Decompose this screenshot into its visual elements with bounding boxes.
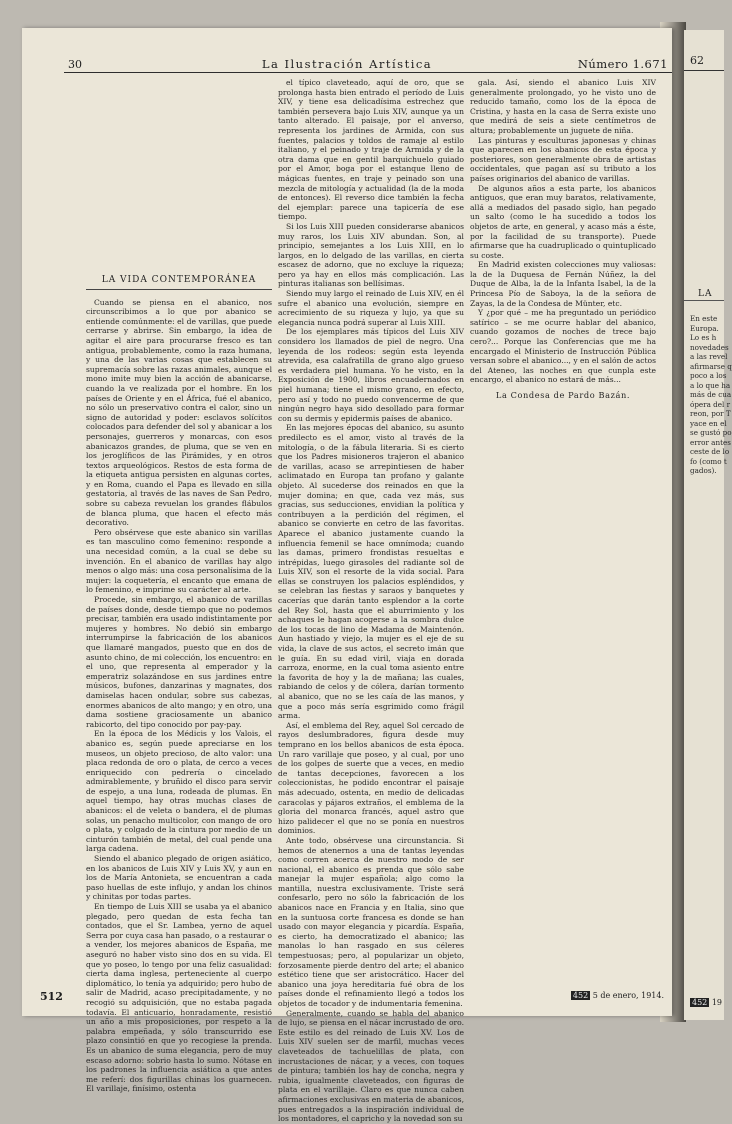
footer-date: 5 de enero, 1914. <box>592 991 664 1000</box>
paragraph: Si los Luis XIII pueden considerarse abanicos muy raros, los Luis XIV abundan. Son, al principio, semejantes a los Luis XIII, en lo largos, en lo delgado de las varillas, en cierta escasez de adorno, que no excluye la riqueza; pero ya hay en ellos más complicación. Las pinturas italianas son bellísimas. <box>278 221 464 289</box>
next-page-heading: LA <box>698 289 713 299</box>
paragraph: Procede, sin embargo, el abanico de varillas de países donde, desde tiempo que no podemos precisar, también era usado indistintamente por mujeres y hombres. No debió sin embargo interrumpirse la fabricación de los abanicos que llamaré mangados, puesto que en dos de asunto chino, de mi colección, los encuentro: en el uno, que representa al emperador y la emperatriz solazándose en sus jardines entre músicos, bufones, danzarinas y magnates, dos damiselas hacen ondular, sobre sus cabezas, enormes abanicos de alto mango; y en otro, una dama sostiene graciosamente un abanico rabicorto, del tipo conocido por pay-pay. <box>86 595 272 729</box>
paragraph: Así, el emblema del Rey, aquel Sol cercado de rayos deslumbradores, figura desde muy temprano en los bellos abanicos de esta época. Un raro varillaje que poseo, y al cual, por uno de los golpes de suerte que a veces, en medio de tantas decepciones, favorecen a los coleccionistas, he podido encontrar el paisaje más adecuado, ostenta, en medio de delicadas caracolas y pájaros extraños, el emblema de la gloria del monarca francés, aquel astro que hizo palidecer el que no se ponía en nuestros dominios. <box>278 720 464 836</box>
article-column-2 <box>278 78 464 1124</box>
paragraph: Generalmente, cuando se habla del abanico de lujo, se piensa en el nácar incrustado de oro. Este estilo es del reinado de Luis XV. Los de Luis XIV suelen ser de marfil, muchas veces claveteados de tachuelillas de plata, con incrustaciones de nácar, y a veces, con toques de pintura; también los hay de concha, negra y rubia, igualmente claveteados, con figuras de plata en el varillaje. Claro es que nunca caben afirmaciones exclusivas en materia de abanicos, pues entregados a la inspiración individual de los montadores, el capricho y la novedad son su <box>278 1008 464 1124</box>
next-page-edge <box>684 30 732 1020</box>
paragraph: Pero obsérvese que este abanico sin varillas es tan masculino como femenino: responde a una necesidad común, a la cual se debe su invención. En el abanico de varillas hay algo menos o algo más: una cosa personalísima de la mujer: la coquetería, el encanto que emana de lo femenino, e imprime su carácter al arte. <box>86 527 272 595</box>
header-rule <box>64 72 672 73</box>
next-page-line: En este <box>690 314 718 323</box>
next-page-line: afirmarse q <box>690 361 732 371</box>
magazine-page <box>22 28 672 1124</box>
next-page-line: Lo es h <box>690 333 717 342</box>
paragraph: De algunos años a esta parte, los abanicos antiguos, que eran muy baratos, relativamente, allá a mediados del pasado siglo, han pegado un salto (como le ha sucedido a todos los objetos de arte, en general, y acaso más a éste, por la facilidad de su transporte). Puede afirmarse que ha cuadruplicado o quintuplicado su coste. <box>470 183 656 260</box>
next-page-line: gados). <box>690 466 717 475</box>
paragraph: En las mejores épocas del abanico, su asunto predilecto es el amor, visto al través de la mitología, o de la fábula literaria. Si es cierto que los Padres misioneros trajeron el abanico de varillas, acaso se arrepintiesen de haber aclimatado en Europa tan profano y galante objeto. Al sucederse dos reinados en que la mujer domina; en que, cada vez más, sus gracias, sus seducciones, envidian la política y contribuyen a la perdición del régimen, el abanico se convierte en cetro de las favoritas. Aparece el abanico justamente cuando la influencia femenil se hace omnímoda; cuando las damas, primero frondistas resueltas e intrépidas, luego girasoles del radiante sol de Luis XIV, son el resorte de la vida social. Para ellas se construyen los palacios espléndidos, y se celebran las fiestas y saraos y banquetes y cacerías que darán tanto esplendor a la corte del Rey Sol, hasta que el aburrimiento y los achaques le hagan acogerse a la sombra dulce de los tocas de lino de Madama de Maintenón. Aun hastiado y viejo, la mujer es el eje de su vida, la clave de sus actos, el secreto imán que le guía. En su edad viril, viaja en dorada carroza, enorme, en la cual toma asiento entre la favorita de hoy y la de mañana; las cuales, rabiando de celos y de cólera, darían tormento al abanico, que no se les caía de las manos, y que a poco más sería esgrimido como frágil arma. <box>278 423 464 721</box>
next-page-line: novedades <box>690 342 729 352</box>
next-page-line: poco a los <box>690 371 727 380</box>
paragraph: De los ejemplares más típicos del Luis XIV considero los llamados de piel de negro. Una leyenda de los rodeos: según esta leyenda atrevida, esa calafratilla de grano algo grueso es verdadera piel humana. Yo he visto, en la Exposición de 1900, libros encuadernados en piel humana; tiene el mismo grano, en efecto, pero así y todo no puedo convencerme de que ningún negro haya sido desollado para formar con su dermis y epidermis países de abanico. <box>278 327 464 423</box>
paragraph: gala. Así, siendo el abanico Luis XIV generalmente prolongado, yo he visto uno de reducido tamaño, como los de la época de Cristina, y hasta en la casa de Serra existe uno que medirá de seis a siete centímetros de altura; probablemente un juguete de niña. <box>470 78 656 135</box>
next-page-number: 62 <box>690 54 704 67</box>
paragraph: Siendo el abanico plegado de origen asiático, en los abanicos de Luis XIV y Luis XV, y aun en los de María Antonieta, se encuentran a cada paso huellas de este influjo, y andan los chinos y chinitas por todas partes. <box>86 854 272 902</box>
next-page-footer <box>690 998 722 1007</box>
paragraph: el típico claveteado, aquí de oro, que se prolonga hasta bien entrado el período de Luis XIV, y tiene esa delicadísima estrechez que también persevera bajo Luis XIV, aunque ya un tanto alterado. El paisaje, por el anverso, representa los jardines de Armida, con sus fuentes, palacios y toldos de ramaje al estilo italiano, y el peinado y traje de Armida y de la otra dama que en gentil barquichuelo guiado por el Amor, boga por el estanque lleno de mágicas fuentes, en traje y peinado son una mezcla de mitología y actualidad (la de la moda de entonces). El reverso dice también la fecha del ejemplar: parece una tapicería de ese tiempo. <box>278 78 464 222</box>
page-number: 30 <box>68 58 82 71</box>
page-footer <box>571 991 664 1000</box>
next-page-line: reon, por T <box>690 409 731 418</box>
next-page-line: ceste de lo <box>690 447 730 456</box>
next-page-date: 19 <box>711 998 723 1007</box>
paragraph: En Madrid existen colecciones muy valiosas: la de la Duquesa de Fernán Núñez, la del Duque de Alba, la de la Infanta Isabel, la de la Princesa Pío de Saboya, la de la señora de Zayas, la de la Condesa de Münter, etc. <box>470 260 656 308</box>
next-page-line: se gustó po <box>690 428 732 437</box>
footer-page-total: 512 <box>40 990 63 1003</box>
article-column-3 <box>470 78 656 978</box>
issue-number: Número 1.671 <box>577 57 668 71</box>
next-page-line: Europa. <box>690 323 719 333</box>
paragraph: Y ¿por qué – me ha preguntado un periódico satírico – se me ocurre hablar del abanico, cuando gozamos de noches de trece bajo cero?... Porque las Conferencias que me ha encargado el Ministerio de Instrucción Pública versan sobre el abanico..., y en el salón de actos del Ateneo, las noches en que cunpla este encargo, el abanico no estará de más... <box>470 308 656 385</box>
section-title: LA VIDA CONTEMPORÁNEA <box>86 276 272 290</box>
next-page-header-rule <box>684 70 724 71</box>
paragraph: Siendo muy largo el reinado de Luis XIV, en él sufre el abanico una evolución, siempre en acrecimiento de su riqueza y lujo, ya que su elegancia nunca podrá superar al Luis XIII. <box>278 289 464 327</box>
paragraph: En la época de los Médicis y los Valois, el abanico es, según puede apreciarse en los museos, un objeto precioso, de alto valor: una placa redonda de oro o plata, de cerco a veces enriquecido con pedrería o cincelado admirablemente, y bruñido el disco para servir de espejo, a una luna, rodeada de plumas. En aquel tiempo, hay otras muchas clases de abanicos: el de veleta o bandera, el de plumas solas, un penacho multicolor, con mango de oro o plata, y colgado de la cintura por medio de un cinturón también de metal, del cual pende una larga cadena. <box>86 729 272 854</box>
paragraph: Ante todo, obsérvese una circunstancia. Si hemos de atenernos a una de tantas leyendas como corren acerca de nuestro modo de ser nacional, el abanico es prenda que sólo sabe manejar la mujer española; algo como la mantilla, nuestra exclusivamente. Triste será confesarlo, pero no sólo la fabricación de los abanicos nace en Francia y en Italia, sino que en la suntuosa corte francesa es donde se han usado con mayor elegancia y picardía. España, es cierto, ha democratizado el abanico; las manolas lo han rasgado en sus céleres tempestuosas; pero, al popularizar un objeto, forzosamente pierde dentro del arte; el abanico estético tiene que ser aristocrático. Hacer del abanico una joya hereditaria fué obra de los países donde el refinamiento llegó a todos los objetos de tocador y de indumentaria femenina. <box>278 835 464 1008</box>
author-signature: La Condesa de Pardo Bazán. <box>495 390 631 400</box>
next-page-line: más de cua <box>690 390 732 399</box>
paragraph: Cuando se piensa en el abanico, nos circunscribimos a lo que por abanico se entiende comúnmente: el de varillas, que puede cerrarse y abrirse. Sin embargo, la idea de agitar el aire para procurarse fresco es tan antigua, probablemente, como la raza humana, y una de las varias cosas que establecen su supremacía sobre las razas animales, aunque el mono imite muy bien la acción de abanicarse, cuando la ve realizada por el hombre. En los países de Oriente y en el África, fué el abanico, no sólo un preservativo contra el calor, sino un signo de autoridad y poder: esclavos solícitos colocados para defender del sol y abanicar a los personajes, guerreros y monarcas, con esos abanicazos grandes, de pluma, que se ven en los jeroglíficos de las Pirámides, y en otros textos arqueológicos. Restos de esta forma de la etiqueta antigua persisten en algunas cortes, y en Roma, cuando el Papa es llevado en silla gestatoria, al través de las naves de San Pedro, sobre su cabeza revuelan los grandes flábulos de blanca pluma, que hacen el efecto más decorativo. <box>86 297 272 528</box>
next-page-line: error antes <box>690 437 731 447</box>
footer-badge: 452 <box>572 991 589 1000</box>
page-header <box>22 28 672 74</box>
next-page-line: ópera del r <box>690 399 731 409</box>
paragraph: En tiempo de Luis XIII se usaba ya el abanico plegado, pero quedan de esta fecha tan contados, que el Sr. Lambea, yerno de aquel Serra por cuya casa han pasado, o a restaurar o a vender, los mejores abanicos de España, me aseguró no haber visto sino dos en su vida. El que yo poseo, lo tengo por una feliz casualidad: cierta dama inglesa, perteneciente al cuerpo diplomático, lo tenía ya adquirido; pero hubo de salir de Madrid, acaso precipitadamente, y no recogió su adquisición, que no estaba pagada todavía. El anticuario, honradamente, resistió un año a mis proposiciones, por respeto a la palabra empeñada, y sólo transcurrido ese plazo consintió en que yo recogiese la prenda. Es un abanico de suma elegancia, pero de muy escaso adorno: sobrio hasta lo sumo. Nótase en los padrones la influencia asiática a que antes me referí: dos figurillas chinas los guarnecen. El varillaje, finísimo, ostenta <box>86 902 272 1094</box>
next-page-text <box>690 314 732 476</box>
next-page-line: yace en el <box>690 418 727 428</box>
column-3-body <box>470 78 656 385</box>
column-1-body <box>86 298 272 1094</box>
next-page-line: a las revel <box>690 352 728 361</box>
next-page-line: a lo que ha <box>690 380 731 390</box>
next-page-heading-rule <box>684 300 724 301</box>
article-column-1 <box>86 78 272 1094</box>
column-blank-space <box>86 78 272 270</box>
column-2-body <box>278 78 464 1124</box>
next-page-line: fo (como t <box>690 456 727 466</box>
paragraph: Las pinturas y esculturas japonesas y chinas que aparecen en los abanicos de esta época y posteriores, son generalmente obra de artistas occidentales, que pagan así su tributo a los países originarios del abanico de varillas. <box>470 135 656 183</box>
publication-title: La Ilustración Artística <box>261 57 433 71</box>
next-page-badge: 452 <box>692 998 708 1007</box>
